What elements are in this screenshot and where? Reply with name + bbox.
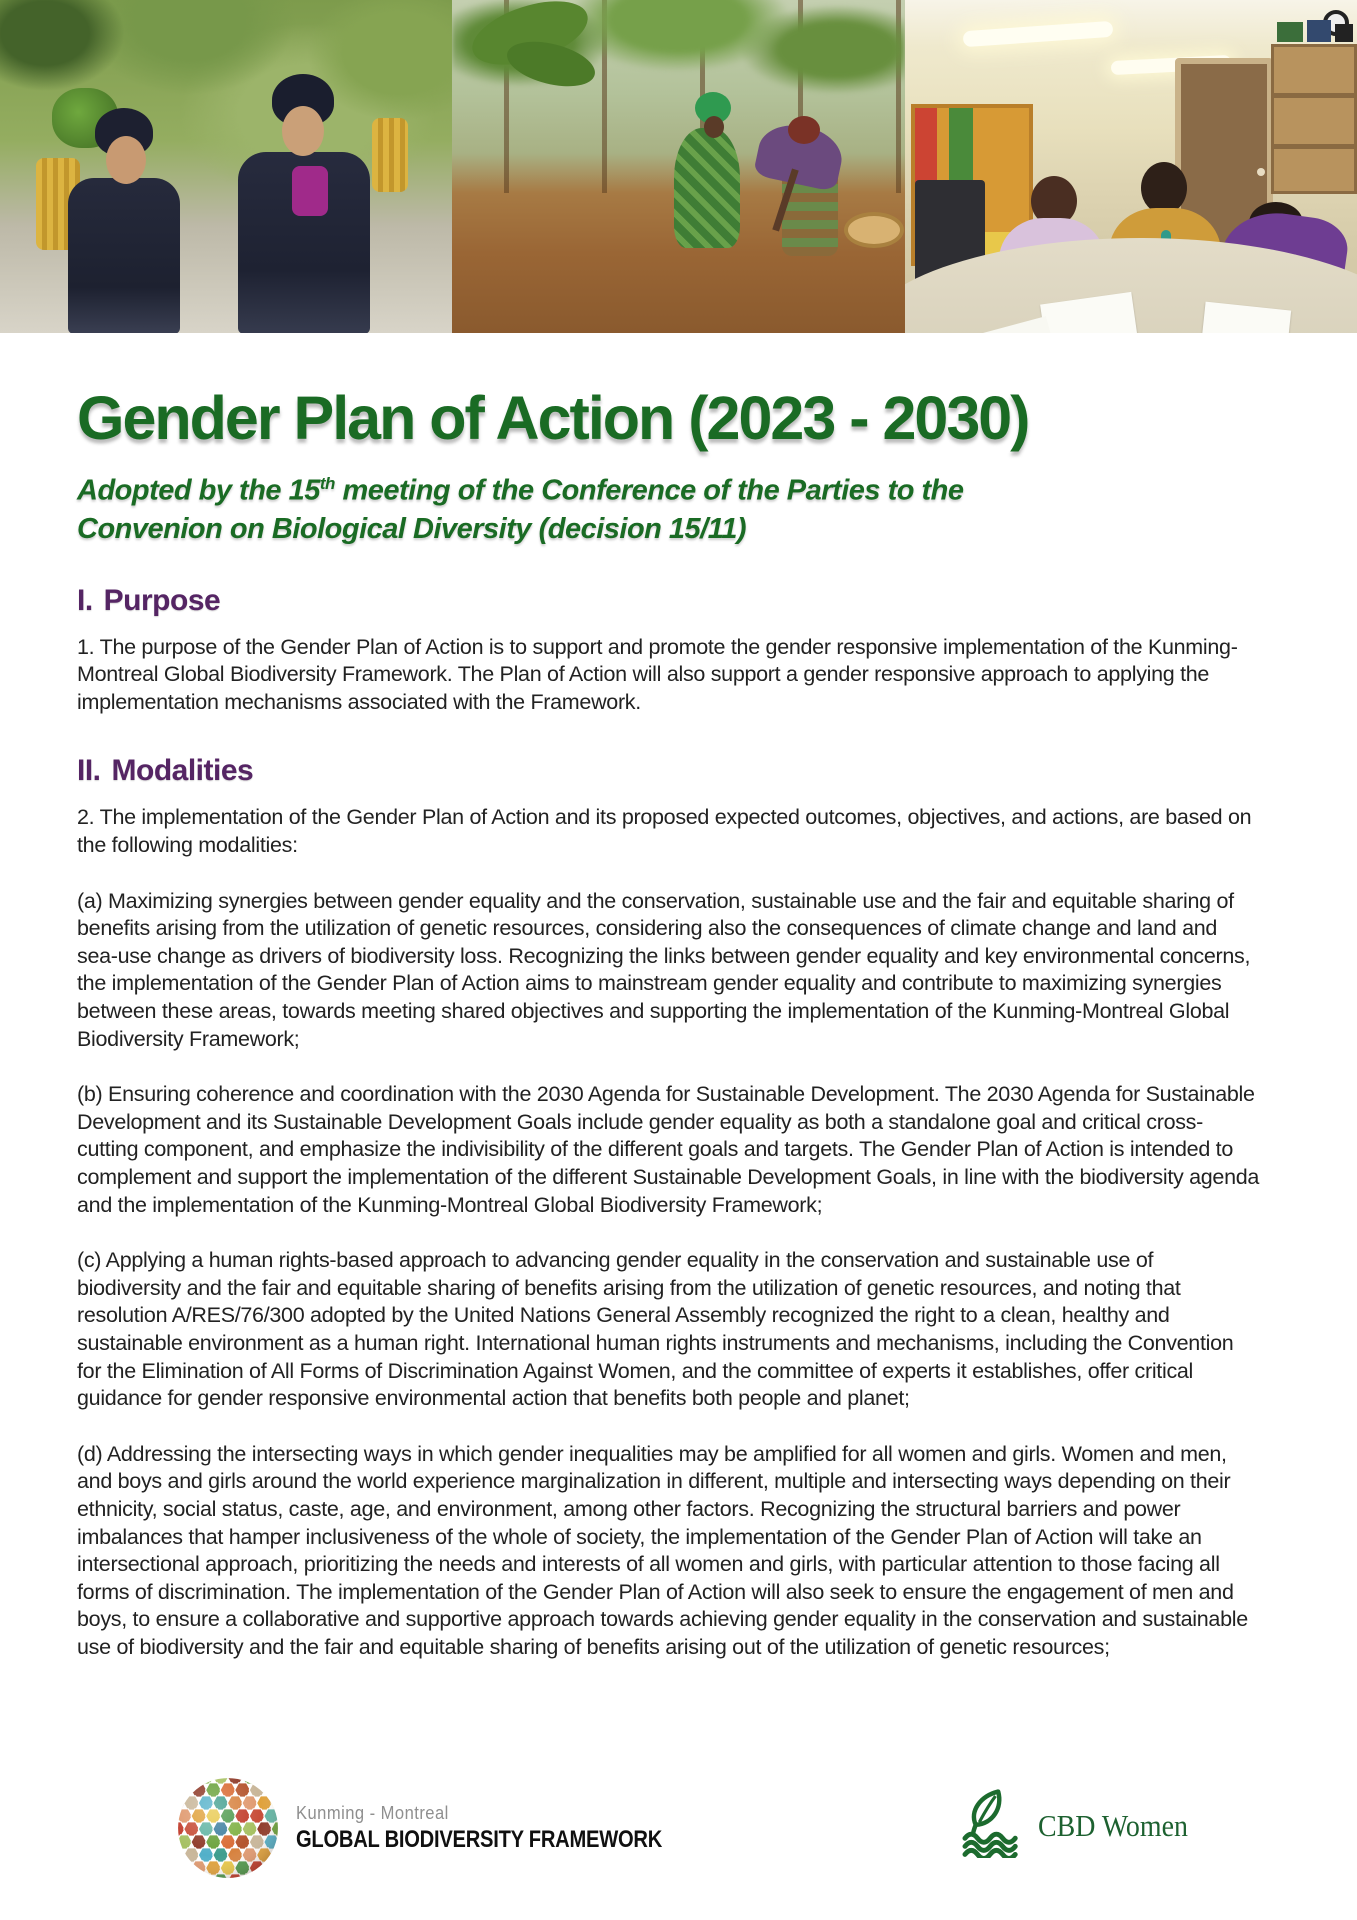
section-numeral: II. xyxy=(77,754,101,788)
woman-figure xyxy=(674,128,740,248)
leaf-and-water-icon xyxy=(962,1788,1020,1858)
section-label: Modalities xyxy=(111,754,254,788)
paragraph-modalities-d: (d) Addressing the intersecting ways in which gender inequalities may be amplified for all women and girls. Women and men, and boys and girls around the world experience marginalization in different, multiple and intersecting ways depending on their ethnicity, social status, caste, age, and environment, among other factors. Recognizing the structural barriers and power imbalances that hamper inclusiveness of the whole of society, the implementation of the Gender Plan of Action will take an intersectional approach, prioritizing the needs and interests of all women and girls, with particular attention to those facing all forms of discrimination. The implementation of the Gender Plan of Action will also seek to ensure the engagement of men and boys, to ensure a collaborative and supportive approach towards achieving gender equality in the conservation and sustainable use of biodiversity and the fair and equitable sharing of benefits arising out of the utilization of genetic resources; xyxy=(77,1441,1248,1659)
cbd-women-label: CBD Women xyxy=(1038,1808,1188,1843)
paragraph-modalities-a: (a) Maximizing synergies between gender equality and the conservation, sustainable use and the fair and equitable sharing of benefits arising from the utilization of genetic resources, considering also the consequences of climate change and land and sea-use change as drivers of biodiversity loss. Recognizing the links between gender equality and key environmental concerns, the implementation of the Gender Plan of Action aims to mainstream gender equality and contribute to maximizing synergies between these areas, towards meeting shared objectives and supporting the implementation of the Kunming-Montreal Global Biodiversity Framework; xyxy=(77,888,1251,1051)
gbf-logo-line2: GLOBAL BIODIVERSITY FRAMEWORK xyxy=(296,1825,663,1853)
storage-bin xyxy=(1277,22,1303,42)
section-heading-modalities xyxy=(77,754,1262,788)
gbf-logo-line1: Kunming - Montreal xyxy=(296,1802,449,1823)
subtitle-line1-pre: Adopted by the 15 xyxy=(77,474,320,507)
page-subtitle xyxy=(77,465,1262,548)
gbf-logo-text xyxy=(296,1803,732,1854)
magenta-shirt xyxy=(292,166,328,216)
face xyxy=(106,136,146,184)
cbd-women-logo xyxy=(962,1788,1205,1858)
paragraph-purpose-1: 1. The purpose of the Gender Plan of Action is to support and promote the gender responsive implementation of the Kunming-Montreal Global Biodiversity Framework. The Plan of Action will also support a gender responsive approach to applying the implementation mechanisms associated with the Framework. xyxy=(77,634,1238,714)
section-numeral: I. xyxy=(77,583,93,617)
woman-figure xyxy=(1141,162,1187,214)
section-label: Purpose xyxy=(103,583,221,617)
storage-bin xyxy=(1335,24,1353,42)
gbf-mosaic-globe-icon xyxy=(176,1776,280,1880)
footer xyxy=(0,1756,1357,1920)
subtitle-line1-rest: meeting of the Conference of the Parties to the xyxy=(334,474,964,507)
woman-figure xyxy=(68,178,180,333)
photo-banner xyxy=(0,0,1357,333)
girls-writing-in-classroom-photo xyxy=(905,0,1357,333)
ordinal-superscript: th xyxy=(319,474,335,493)
women-planting-field-photo xyxy=(452,0,904,333)
door-knob xyxy=(1257,168,1265,176)
paragraph-modalities-c: (c) Applying a human rights-based approach to advancing gender equality in the conservation and sustainable use of biodiversity and the fair and equitable sharing of benefits arising from the utilization of genetic resources, and noting that resolution A/RES/76/300 adopted by the United Nations General Assembly recognized the right to a clean, healthy and sustainable environment as a human right. International human rights instruments and mechanisms, including the Convention for the Elimination of All Forms of Discrimination Against Women, and the committee of experts it establishes, offer critical guidance for gender responsive environmental action that benefits both people and planet; xyxy=(77,1248,1234,1411)
document-content xyxy=(0,333,1357,1661)
section-heading-purpose xyxy=(77,584,1262,618)
women-in-traditional-dress-photo xyxy=(0,0,452,333)
page-title: Gender Plan of Action (2023 - 2030) xyxy=(77,384,1029,452)
gbf-logo xyxy=(176,1776,732,1880)
subtitle-line2: Convenion on Biological Diversity (decision 15/11) xyxy=(77,512,747,545)
paragraph-modalities-b: (b) Ensuring coherence and coordination with the 2030 Agenda for Sustainable Development. The 2030 Agenda for Sustainable Development and its Sustainable Development Goals include gender equality as both a standalone goal and critical cross-cutting component, and emphasize the indivisibility of the different goals and targets. The Gender Plan of Action is intended to complement and support the implementation of the different Sustainable Development Goals, in line with the biodiversity agenda and the implementation of the Kunming-Montreal Global Biodiversity Framework; xyxy=(77,1082,1260,1217)
woven-basket xyxy=(844,212,904,248)
ceiling-light xyxy=(962,21,1113,47)
corn-basket xyxy=(372,118,408,192)
face xyxy=(282,106,324,156)
wood-cabinets xyxy=(1271,44,1357,194)
paragraph-modalities-2: 2. The implementation of the Gender Plan of Action and its proposed expected outcomes, objectives, and actions, are based on the following modalities: xyxy=(77,805,1252,858)
storage-bin xyxy=(1307,20,1331,42)
